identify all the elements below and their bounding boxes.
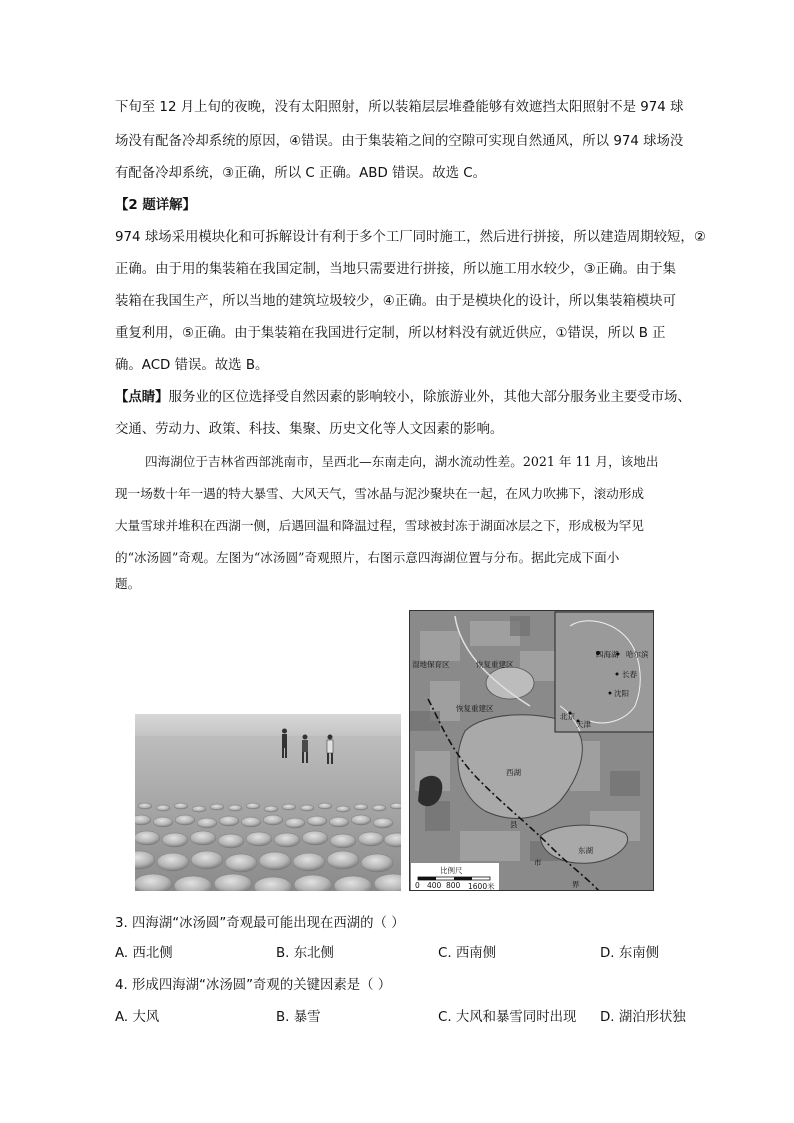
ice-ball-photo-graphic: [135, 714, 401, 891]
answer-text-line: 装箱在我国生产，所以当地的建筑垃圾较少，④正确。由于是模块化的设计，所以集装箱模块可: [115, 294, 677, 309]
question-4-stem: 4. 形成四海湖“冰汤圆”奇观的关键因素是（ ）: [115, 978, 392, 993]
map-label-jie: 界: [572, 880, 580, 889]
tip-text: 服务业的区位选择受自然因素的影响较小，除旅游业外，其他大部分服务业主要受市场、: [168, 390, 691, 405]
answer-text-line: 确。ACD 错误。故选 B。: [115, 358, 269, 373]
scale-tick: 800: [446, 881, 461, 890]
inset-label-shenyang: 沈阳: [614, 689, 629, 698]
tip-label: 【点睛】: [115, 390, 169, 405]
inset-label-changchun: 长春: [622, 670, 637, 679]
question-3-option-c[interactable]: C. 西南侧: [438, 946, 497, 961]
inset-label-harbin: 哈尔滨: [626, 650, 649, 659]
map-label-xian: 县: [510, 820, 518, 829]
inset-label-sihai-lake: 四海湖: [596, 650, 619, 659]
answer-text-line: 重复利用，⑤正确。由于集装箱在我国进行定制，所以材料没有就近供应，①错误，所以 B 正: [115, 326, 666, 341]
map-label-restore-1: 恢复重建区: [476, 660, 514, 669]
map-label-shi: 市: [534, 858, 542, 867]
ice-ball-photo: [135, 714, 401, 891]
question-3-option-b[interactable]: B. 东北侧: [276, 946, 334, 961]
map-label-east-lake: 东湖: [578, 846, 593, 855]
scale-tick: 1600米: [468, 882, 495, 891]
question-3-stem: 3. 四海湖“冰汤圆”奇观最可能出现在西湖的（ ）: [115, 916, 405, 931]
map-label-west-lake: 西湖: [506, 768, 521, 777]
map-label-restore-2: 恢复重建区: [456, 704, 494, 713]
tip-line: 交通、劳动力、政策、科技、集聚、历史文化等人文因素的影响。: [115, 422, 504, 437]
scale-title: 比例尺: [440, 866, 463, 875]
question-3-option-d[interactable]: D. 东南侧: [600, 946, 659, 961]
question-4-option-a[interactable]: A. 大风: [115, 1010, 160, 1025]
scale-tick: 400: [427, 881, 442, 890]
inset-label-tianjin: 天津: [576, 720, 591, 729]
tip-line: [115, 388, 691, 408]
answer-text-line: 下旬至 12 月上旬的夜晚，没有太阳照射，所以装箱层层堆叠能够有效遮挡太阳照射不是 974 球: [115, 100, 684, 115]
intro-line: 现一场数十年一遇的特大暴雪、大风天气，雪冰晶与泥沙聚块在一起，在风力吹拂下，滚动形成: [115, 486, 644, 501]
map-label-wetland: 湿地保育区: [412, 660, 450, 669]
question-4-option-b[interactable]: B. 暴雪: [276, 1010, 321, 1025]
intro-line: 大量雪球并堆积在西湖一侧，后遇回温和降温过程，雪球被封冻于湖面冰层之下，形成极为罕见: [115, 518, 644, 533]
answer-text-line: 有配备冷却系统，③正确，所以 C 正确。ABD 错误。故选 C。: [115, 166, 486, 181]
intro-line: 四海湖位于吉林省西部洮南市，呈西北—东南走向，湖水流动性差。2021 年 11 月，该地出: [145, 454, 659, 469]
intro-line: 的“冰汤圆”奇观。左图为“冰汤圆”奇观照片，右图示意四海湖位置与分布。据此完成下面小: [115, 550, 620, 565]
question-3-option-a[interactable]: A. 西北侧: [115, 946, 173, 961]
answer-text-line: 974 球场采用模块化和可拆解设计有利于多个工厂同时施工，然后进行拼接，所以建造周期较短，②: [115, 230, 706, 245]
inset-label-beijing: 北京: [560, 712, 575, 721]
scale-tick: 0: [415, 881, 420, 890]
sihai-lake-map: [409, 610, 654, 891]
question-4-option-c[interactable]: C. 大风和暴雪同时出现: [438, 1010, 577, 1025]
detail-heading: 【2 题详解】: [115, 198, 196, 213]
intro-line: 题。: [115, 576, 141, 591]
answer-text-line: 正确。由于用的集装箱在我国定制，当地只需要进行拼接，所以施工用水较少，③正确。由于集: [115, 262, 677, 277]
answer-text-line: 场没有配备冷却系统的原因，④错误。由于集装箱之间的空隙可实现自然通风，所以 974 球场没: [115, 134, 684, 149]
question-4-option-d[interactable]: D. 湖泊形状独: [600, 1010, 686, 1025]
